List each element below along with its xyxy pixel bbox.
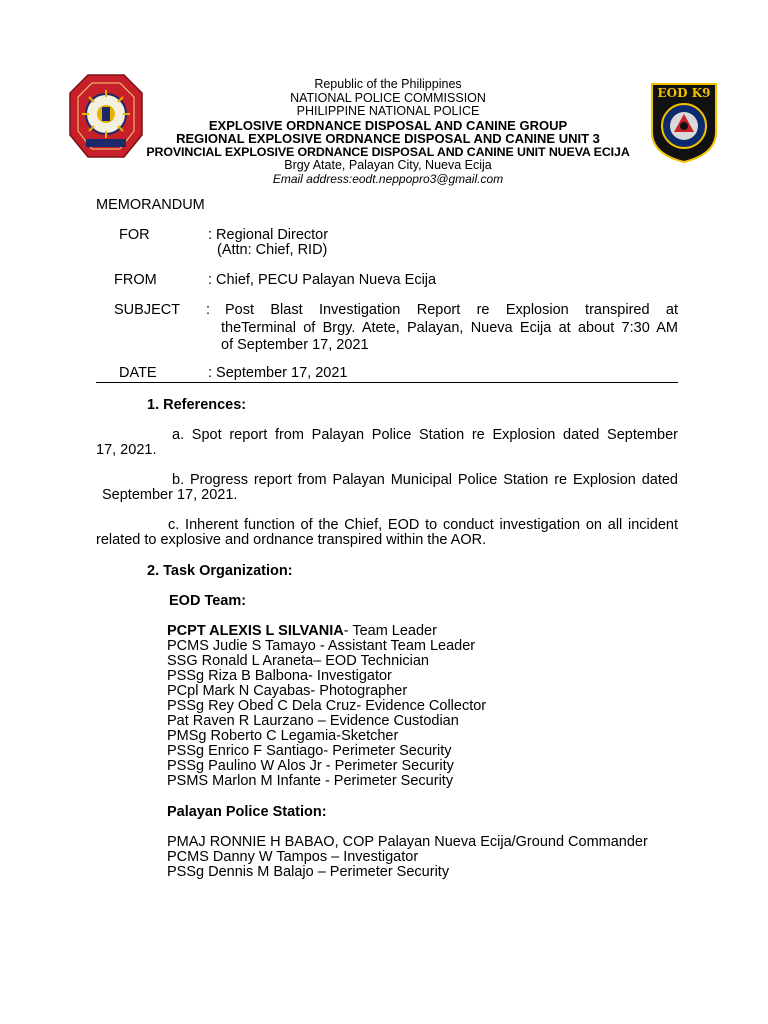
subject-line-1: Post Blast Investigation Report re Explosion transpired at bbox=[225, 302, 678, 318]
header-pnp: PHILIPPINE NATIONAL POLICE bbox=[296, 104, 480, 118]
list-item: PCpl Mark N Cayabas- Photographer bbox=[167, 683, 408, 699]
reference-a-line-2: 17, 2021. bbox=[96, 442, 157, 458]
team-leader-role: - Team Leader bbox=[343, 623, 437, 639]
for-label: FOR bbox=[119, 227, 150, 243]
date-value: : September 17, 2021 bbox=[208, 365, 348, 381]
list-item: PSMS Marlon M Infante - Perimeter Security bbox=[167, 773, 454, 789]
from-value: : Chief, PECU Palayan Nueva Ecija bbox=[208, 272, 437, 288]
header-eod-group: EXPLOSIVE ORDNANCE DISPOSAL AND CANINE GROUP bbox=[208, 117, 568, 133]
reference-b-line-2: September 17, 2021. bbox=[102, 487, 238, 503]
header-address: Brgy Atate, Palayan City, Nueva Ecija bbox=[284, 158, 492, 172]
subject-label: SUBJECT bbox=[114, 302, 181, 318]
list-item: SSG Ronald L Araneta– EOD Technician bbox=[167, 653, 429, 669]
reference-b-line-1: b. Progress report from Palayan Municipal Police Station re Explosion dated bbox=[172, 472, 678, 488]
list-item: PSSg Rey Obed C Dela Cruz- Evidence Collector bbox=[167, 698, 487, 714]
list-item: PSSg Dennis M Balajo – Perimeter Security bbox=[167, 864, 450, 880]
eod-team-heading: EOD Team: bbox=[169, 593, 247, 609]
station-team-list bbox=[167, 835, 648, 880]
list-item: PCMS Danny W Tampos – Investigator bbox=[167, 849, 419, 865]
pnp-seal-logo bbox=[68, 73, 144, 159]
pnp-seal-icon bbox=[68, 73, 144, 159]
subject-line-2: theTerminal of Brgy. Atete, Palayan, Nueva Ecija at about 7:30 AM bbox=[221, 320, 678, 336]
header-napolcom: NATIONAL POLICE COMMISSION bbox=[290, 90, 486, 105]
for-attn: (Attn: Chief, RID) bbox=[217, 242, 328, 258]
header-republic: Republic of the Philippines bbox=[314, 77, 462, 91]
badge-title: EOD K9 bbox=[657, 86, 711, 100]
eod-team-list bbox=[167, 639, 486, 789]
header-divider bbox=[96, 382, 678, 383]
team-leader-line bbox=[167, 624, 437, 639]
list-item: PSSg Enrico F Santiago- Perimeter Security bbox=[167, 743, 452, 759]
memo-title: MEMORANDUM bbox=[96, 197, 205, 213]
date-label: DATE bbox=[119, 365, 157, 381]
list-item: PCMS Judie S Tamayo - Assistant Team Leader bbox=[167, 638, 476, 654]
header-provincial-unit: PROVINCIAL EXPLOSIVE ORDNANCE DISPOSAL AND CANINE UNIT NUEVA ECIJA bbox=[146, 144, 630, 159]
list-item: PSSg Paulino W Alos Jr - Perimeter Security bbox=[167, 758, 454, 774]
list-item: Pat Raven R Laurzano – Evidence Custodian bbox=[167, 713, 459, 729]
from-label: FROM bbox=[114, 272, 157, 288]
list-item: PSSg Riza B Balbona- Investigator bbox=[167, 668, 392, 684]
subject-colon: : bbox=[206, 302, 211, 318]
reference-c-line-2: related to explosive and ordnance transpired within the AOR. bbox=[96, 532, 487, 548]
references-heading: 1. References: bbox=[147, 397, 247, 413]
header-email: Email address:eodt.neppopro3@gmail.com bbox=[272, 171, 504, 186]
eod-k9-badge-logo bbox=[648, 80, 720, 164]
task-heading: 2. Task Organization: bbox=[147, 563, 293, 579]
reference-a-line-1: a. Spot report from Palayan Police Station re Explosion dated September bbox=[172, 427, 678, 443]
for-value: : Regional Director bbox=[208, 227, 329, 243]
list-item: PMSg Roberto C Legamia-Sketcher bbox=[167, 728, 399, 744]
subject-line-3: of September 17, 2021 bbox=[221, 337, 369, 353]
team-leader-name: PCPT ALEXIS L SILVANIA bbox=[167, 623, 344, 639]
letterhead bbox=[140, 78, 636, 186]
reference-c-line-1: c. Inherent function of the Chief, EOD to conduct investigation on all incident bbox=[168, 517, 678, 533]
header-regional-unit: REGIONAL EXPLOSIVE ORDNANCE DISPOSAL AND CANINE UNIT 3 bbox=[176, 131, 600, 146]
station-heading: Palayan Police Station: bbox=[167, 804, 327, 820]
list-item: PMAJ RONNIE H BABAO, COP Palayan Nueva Ecija/Ground Commander bbox=[167, 834, 648, 850]
